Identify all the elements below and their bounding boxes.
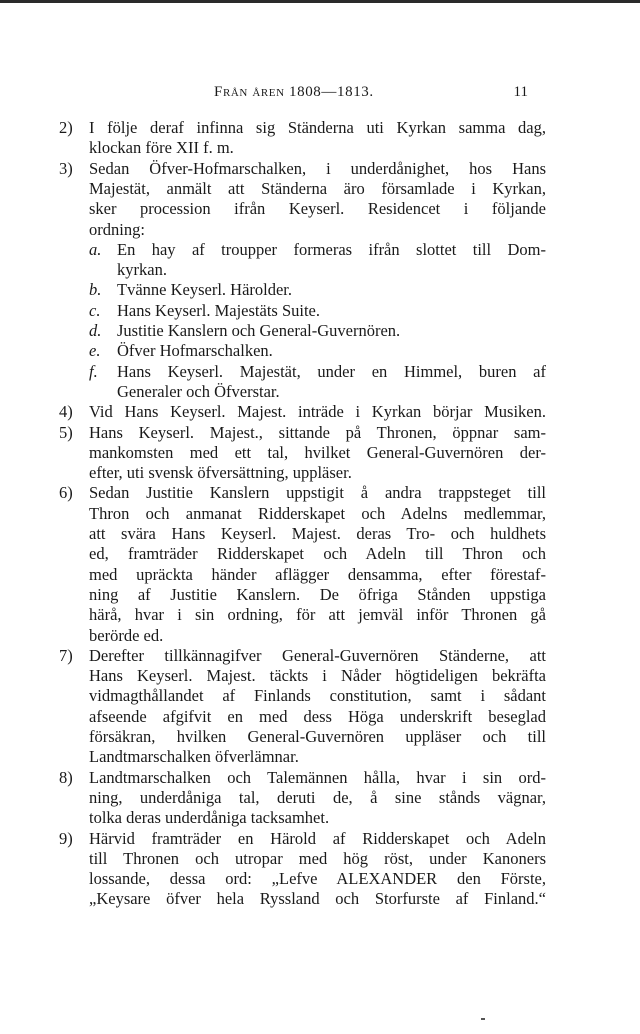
line-text: afseende afgifvit en med dess Höga underskrift beseglad <box>89 706 546 726</box>
text-line <box>89 199 546 219</box>
item-number: 7) <box>59 645 73 665</box>
line-text: I följe deraf infinna sig Ständerna uti Kyrkan samma dag, <box>89 118 546 137</box>
text-line <box>89 300 546 321</box>
text-line <box>59 645 546 666</box>
text-line <box>89 321 546 341</box>
line-text: med upräckta händer aflägger densamma, efter förestaf- <box>89 564 546 584</box>
line-text: Hans Keyserl. Majest., sittande på Thronen, öppnar sam- <box>89 422 546 442</box>
text-line <box>89 179 546 199</box>
text-line <box>117 260 546 280</box>
line-text: Öfver Hofmarschalken. <box>117 341 273 361</box>
line-text: försäkran, hvilken General-Guvernören uppläser och till <box>89 727 546 746</box>
line-text: Landtmarschalken öfverlämnar. <box>89 747 299 767</box>
line-text: kyrkan. <box>117 260 167 280</box>
text-line <box>89 788 546 808</box>
text-line <box>89 727 546 747</box>
sub-item-letter: b. <box>89 280 102 300</box>
print-mark <box>481 1018 485 1020</box>
text-line <box>89 889 546 909</box>
line-text: sker procession ifrån Keyserl. Residencet i följande <box>89 199 546 219</box>
text-line <box>89 504 546 524</box>
text-line <box>89 747 546 767</box>
line-text: härå, hvar i sin ordning, för att jemväl inför Thronen gå <box>89 605 546 625</box>
text-line <box>89 524 546 544</box>
line-text: Hans Keyserl. Majestät, under en Himmel, buren af <box>117 361 546 381</box>
text-line <box>89 341 546 361</box>
line-text: efter, uti svensk öfversättning, uppläser. <box>89 463 352 483</box>
text-line <box>89 565 546 585</box>
text-line <box>89 849 546 869</box>
line-text: „Keysare öfver hela Ryssland och Storfurste af Finland.“ <box>89 889 546 909</box>
line-text: Hans Keyserl. Majest. täckts i Nåder högtideligen bekräfta <box>89 666 546 686</box>
text-line <box>89 361 546 382</box>
text-line <box>59 402 546 422</box>
page-number: 11 <box>513 84 528 100</box>
running-title: Från åren 1808—1813. <box>214 84 374 100</box>
line-text: Sedan Öfver-Hofmarschalken, i underdånighet, hos Hans <box>89 158 546 178</box>
line-text: ed, framträder Ridderskapet och Adeln till Thron och <box>89 544 546 564</box>
text-line <box>89 280 546 300</box>
item-number: 9) <box>59 828 73 848</box>
line-text: mankomsten med ett tal, hvilket General-Guvernören der- <box>89 442 546 462</box>
line-text: Sedan Justitie Kanslern uppstigit å andra trappsteget till <box>89 483 546 503</box>
line-text: Landtmarschalken och Talemännen hålla, hvar i sin ord- <box>89 767 546 787</box>
page-top-border <box>0 0 640 3</box>
text-line <box>59 828 546 849</box>
line-text: Justitie Kanslern och General-Guvernören. <box>117 321 401 340</box>
text-line <box>89 626 546 646</box>
sub-item-letter: e. <box>89 341 101 361</box>
line-text: att svära Hans Keyserl. Majest. deras Tro- och huldhets <box>89 524 546 543</box>
text-line <box>89 666 546 686</box>
text-line <box>89 605 546 625</box>
line-text: tolka deras underdåniga tacksamhet. <box>89 808 330 828</box>
text-line <box>89 686 546 706</box>
text-line <box>89 463 546 483</box>
line-text: Generaler och Öfverstar. <box>117 381 280 401</box>
line-text: Thron och anmanat Ridderskapet och Adelns medlemmar, <box>89 503 546 523</box>
line-text: ning, underdåniga tal, deruti de, å sine stånds vägnar, <box>89 787 546 807</box>
line-text: Hans Keyserl. Majestäts Suite. <box>117 300 321 320</box>
line-text: ning af Justitie Kanslern. De öfriga Stånden uppstiga <box>89 584 546 604</box>
line-text: till Thronen och utropar med hög röst, under Kanoners <box>89 848 546 868</box>
text-line <box>59 158 546 179</box>
text-line <box>89 544 546 564</box>
sub-item-letter: c. <box>89 300 101 320</box>
line-text: lossande, dessa ord: „Lefve ALEXANDER den Förste, <box>89 869 546 889</box>
text-line <box>59 767 546 788</box>
item-number: 5) <box>59 422 73 442</box>
item-number: 3) <box>59 158 73 178</box>
line-text: berörde ed. <box>89 625 164 645</box>
text-line <box>59 483 546 503</box>
text-line <box>89 239 546 260</box>
line-text: Tvänne Keyserl. Härolder. <box>117 280 293 300</box>
sub-item-letter: d. <box>89 321 102 340</box>
item-number: 8) <box>59 767 73 787</box>
text-line <box>117 382 546 402</box>
text-line <box>89 869 546 889</box>
item-number: 2) <box>59 118 73 137</box>
text-line <box>89 707 546 727</box>
line-text: Majestät, anmält att Ständerna äro församlade i Kyrkan, <box>89 178 546 198</box>
sub-item-letter: a. <box>89 239 102 259</box>
text-line <box>59 422 546 443</box>
line-text: Härvid framträder en Härold af Ridderskapet och Adeln <box>89 828 546 848</box>
line-text: vidmagthållandet af Finlands constitution, samt i sådant <box>89 686 546 706</box>
item-number: 4) <box>59 402 73 422</box>
line-text: ordning: <box>89 219 145 239</box>
text-line <box>89 220 546 240</box>
line-text: klockan före XII f. m. <box>89 138 234 158</box>
line-text: Vid Hans Keyserl. Majest. inträde i Kyrkan börjar Musiken. <box>89 402 546 422</box>
item-number: 6) <box>59 483 73 503</box>
text-line <box>89 138 546 158</box>
text-line <box>89 808 546 828</box>
line-text: Derefter tillkännagifver General-Guvernören Ständerne, att <box>89 645 546 665</box>
sub-item-letter: f. <box>89 361 98 381</box>
text-line <box>89 585 546 605</box>
text-line <box>89 443 546 463</box>
line-text: En hay af troupper formeras ifrån slottet till Dom- <box>117 239 546 259</box>
text-line <box>59 118 546 138</box>
